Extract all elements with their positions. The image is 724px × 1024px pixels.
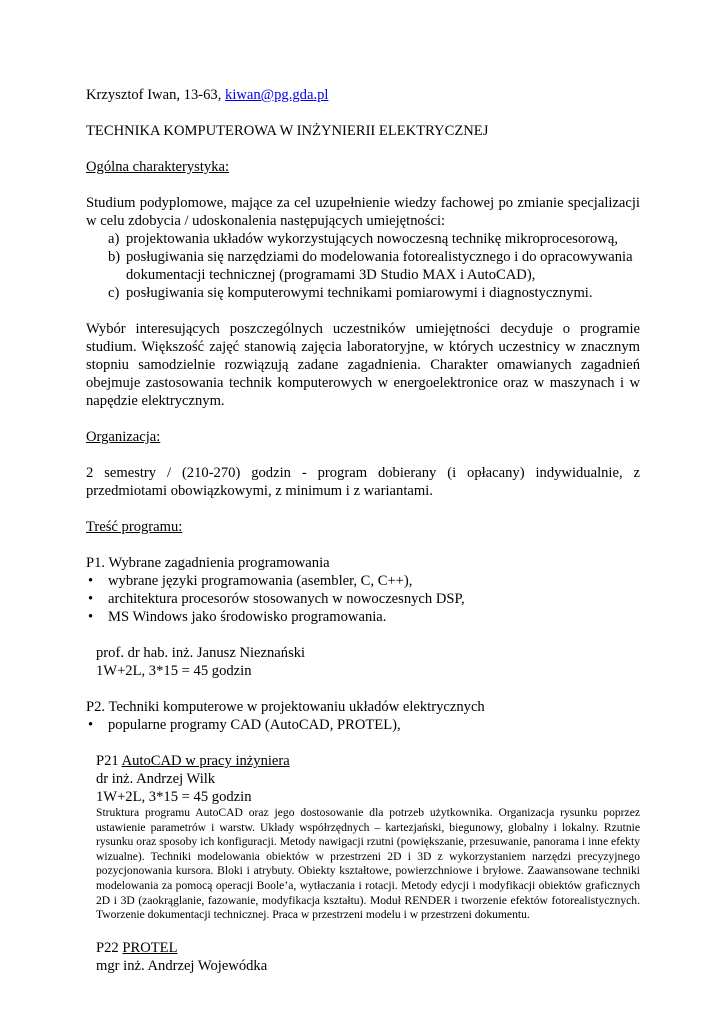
list-item-text: projektowania układów wykorzystujących nowoczesną technikę mikroprocesorową, xyxy=(126,231,618,247)
general-intro: Studium podyplomowe, mające za cel uzupełnienie wiedzy fachowej po zmianie specjalizacji w celu zdobycia / udoskonalenia następujących umiejętności: xyxy=(86,195,640,229)
organization-text: 2 semestry / (210-270) godzin - program dobierany (i opłacany) indywidualnie, z przedmiotami obowiązkowymi, z minimum i z wariantami. xyxy=(86,465,640,499)
list-item xyxy=(86,716,640,734)
document-page xyxy=(86,86,640,975)
bullet-icon: • xyxy=(88,573,94,589)
list-item xyxy=(86,608,640,626)
p21-code: P21 xyxy=(96,753,122,769)
p21-name: AutoCAD w pracy inżyniera xyxy=(121,753,290,769)
p22-lecturer: mgr inż. Andrzej Wojewódka xyxy=(96,957,268,974)
list-item xyxy=(86,248,640,284)
general-heading: Ogólna charakterystyka: xyxy=(86,159,230,175)
list-marker: b) xyxy=(108,249,121,265)
list-item xyxy=(86,284,640,302)
p21-description: Struktura programu AutoCAD oraz jego dostosowanie dla potrzeb użytkownika. Organizacja rysunku poprzez ustawienie parametrów i warstw. Układy współrzędnych – kartezjański, biegunowy, globalny i lokalny. Rzutnie rysunku oraz sposoby ich konfiguracji. Metody nawigacji rzutni (powiększanie, przesuwanie, panorama i inne efekty wizualne). Techniki modelowania obiektów w przestrzeni 2D i 3D z wykorzystaniem narzędzi precyzyjnego pozycjonowania kursora. Bloki i atrybuty. Obiekty kształtowe, powierzchniowe i bryłowe. Zaawansowane techniki modelowania za pomocą operacji Boole’a, wytłaczania i rotacji. Metody edycji i modyfikacji obiektów graficznych 2D i 3D (zaokrąglanie, fazowanie, modyfikacja kształtu). Moduł RENDER i tworzenie efektów fotorealistycznych. Tworzenie dokumentacji technicznej. Praca w przestrzeni modelu i w przestrzeni dokumentu. xyxy=(96,806,640,922)
p2-bullets xyxy=(86,716,640,734)
p22-name: PROTEL xyxy=(122,939,178,956)
p22-code: P22 xyxy=(96,939,123,956)
list-item xyxy=(86,572,640,590)
email-link[interactable]: kiwan@pg.gda.pl xyxy=(225,87,329,103)
list-item xyxy=(86,590,640,608)
list-item-text: MS Windows jako środowisko programowania. xyxy=(108,609,387,625)
p1-title: P1. Wybrane zagadnienia programowania xyxy=(86,555,330,571)
p21-title xyxy=(86,752,640,770)
organization-heading: Organizacja: xyxy=(86,429,161,445)
list-item-text: popularne programy CAD (AutoCAD, PROTEL), xyxy=(108,717,401,733)
list-item-text: posługiwania się komputerowymi technikami pomiarowymi i diagnostycznymi. xyxy=(126,285,593,301)
list-item-text: wybrane języki programowania (asembler, C, C++), xyxy=(108,573,413,589)
list-item xyxy=(86,230,640,248)
bullet-icon: • xyxy=(88,717,94,733)
list-marker: c) xyxy=(108,285,120,301)
list-marker: a) xyxy=(108,231,120,247)
p21-hours: 1W+2L, 3*15 = 45 godzin xyxy=(96,789,252,805)
p2-title: P2. Techniki komputerowe w projektowaniu układów elektrycznych xyxy=(86,699,485,715)
p21-lecturer: dr inż. Andrzej Wilk xyxy=(96,771,216,787)
document-title: TECHNIKA KOMPUTEROWA W INŻYNIERII ELEKTRYCZNEJ xyxy=(86,123,489,139)
p1-lecturer: prof. dr hab. inż. Janusz Nieznański xyxy=(96,645,306,661)
bullet-icon: • xyxy=(88,591,94,607)
list-item-text: architektura procesorów stosowanych w nowoczesnych DSP, xyxy=(108,591,465,607)
list-item-text: posługiwania się narzędziami do modelowania fotorealistycznego i do opracowywania dokumentacji technicznej (programami 3D Studio MAX i AutoCAD), xyxy=(126,249,633,283)
p1-bullets xyxy=(86,572,640,626)
general-description: Wybór interesujących poszczególnych uczestników umiejętności decyduje o programie studium. Większość zajęć stanowią zajęcia laboratoryjne, w których uczestnicy w znacznym stopniu samodzielnie rozwiązują zadane zagadnienia. Charakter omawianych zagadnień obejmuje zastosowania technik komputerowych w energoelektronice oraz w maszynach i w napędzie elektrycznym. xyxy=(86,321,640,409)
program-heading: Treść programu: xyxy=(86,519,183,535)
author-line xyxy=(86,86,640,104)
p1-hours: 1W+2L, 3*15 = 45 godzin xyxy=(96,663,252,679)
bullet-icon: • xyxy=(88,609,94,625)
skills-list xyxy=(86,230,640,302)
author-text: Krzysztof Iwan, 13-63, xyxy=(86,87,226,103)
p22-title xyxy=(86,939,640,957)
